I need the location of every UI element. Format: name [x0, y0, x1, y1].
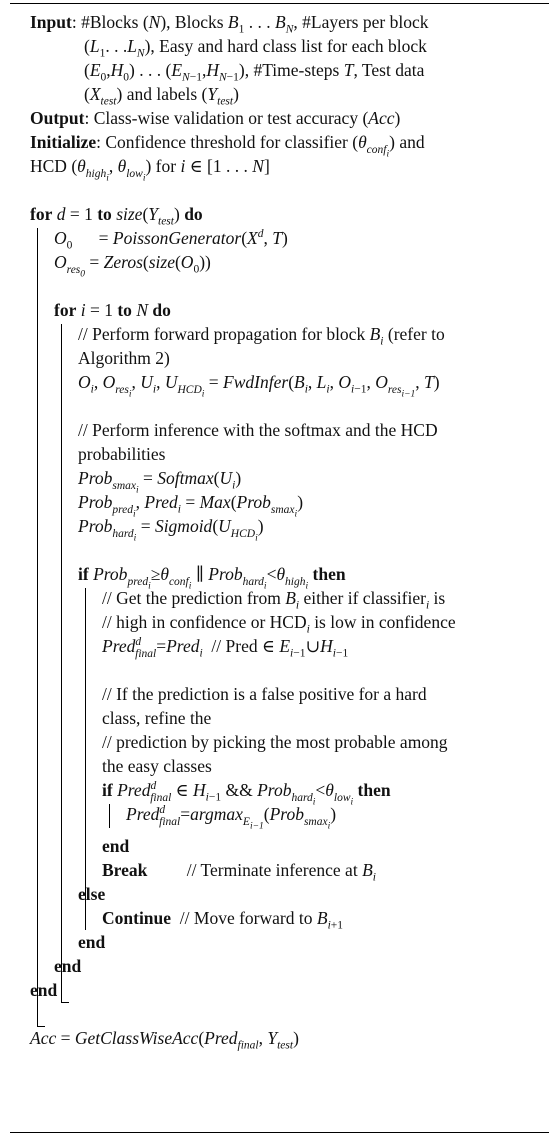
outer-for-line: for d = 1 to $size(Y_{test})$ do — [30, 204, 203, 228]
else-bar — [85, 908, 86, 930]
o0-line: $O_0$ = $PoissonGenerator(X^d$, T) — [54, 228, 288, 252]
else-line: else — [78, 884, 106, 904]
outer-for-end-line: end — [30, 980, 58, 1000]
sigmoid-line: Prob$_{hard_i}$ = $Sigmoid(U_{HCD_i})$ — [78, 516, 264, 543]
outer-for-bar — [37, 228, 38, 1026]
comment-fp-2: class, refine the — [102, 708, 212, 728]
ores0-line: $O_{res_0}$ = $Zeros(size(O_0))$ — [54, 252, 211, 279]
initialize-line-1: Initialize: Confidence threshold for classifier $(\theta_{conf_i})$ and — [30, 132, 425, 159]
comment-fp-4: the easy classes — [102, 756, 212, 776]
inner-for-tick — [61, 1002, 69, 1003]
comment-softmax-1: // Perform inference with the softmax and the HCD — [78, 420, 438, 440]
input-line-3: $(E_0,H_0)$ . . . $(E_{N-1},H_{N-1})$, #Time-steps T, Test data — [84, 60, 425, 84]
input-line-1: Input: #Blocks (N), Blocks $B_1$ . . . $B_N$, #Layers per block — [30, 12, 429, 36]
nested-if-bar — [109, 804, 110, 828]
max-line: Prob$_{pred_i}$, Pred$_i$ = Max(Prob$_{smax_i}$) — [78, 492, 304, 519]
initialize-line-2: HCD ($\theta_{high_i}$, $\theta_{low_i}$) for i ∈ [1 . . . N] — [30, 156, 270, 183]
comment-softmax-2: probabilities — [78, 444, 166, 464]
inner-for-line: for i = 1 to N do — [54, 300, 171, 320]
if-end-line: end — [78, 932, 106, 952]
nested-end-line: end — [102, 836, 130, 856]
if-line: if $Prob_{pred_i}\ge\theta_{conf_i}$ ∥ $Prob_{hard_i}<\theta_{high_i}$ then — [78, 564, 346, 591]
inner-for-bar — [61, 324, 62, 1002]
acc-line: Acc = GetClassWiseAcc(Pred$_{final}$, $Y_{test}$) — [30, 1028, 299, 1052]
nested-if-line: if Pred$^d_{final}$ ∈ $H_{i-1}$ && $Prob_{hard_i}<\theta_{low_i}$ then — [102, 780, 391, 807]
input-line-4: $(X_{test})$ and labels $(Y_{test})$ — [84, 84, 239, 108]
comment-fp-3: // prediction by picking the most probable among — [102, 732, 448, 752]
algorithm-box — [10, 3, 549, 1133]
comment-forward-2: Algorithm 2) — [78, 348, 170, 368]
softmax-line: Prob$_{smax_i}$ = $Softmax(U_i)$ — [78, 468, 242, 495]
argmax-line: Pred$^d_{final}$=argmax$_{E_{i-1}}$(Prob$_{smax_i}$) — [126, 804, 337, 831]
break-line: Break // Terminate inference at $B_i$ — [102, 860, 376, 884]
comment-get-2: // high in confidence or $HCD_i$ is low in confidence — [102, 612, 456, 636]
if-bar — [85, 588, 86, 930]
continue-line: Continue // Move forward to $B_{i+1}$ — [102, 908, 344, 932]
pred-final-line: Pred$^d_{final}$=Pred$_i$ // Pred ∈ $E_{i-1}\cup H_{i-1}$ — [102, 636, 349, 660]
outer-for-tick — [37, 1026, 45, 1027]
fwdinfer-line: $O_i$, $O_{res_i}$, $U_i$, $U_{HCD_i}$ = $FwdInfer(B_i$, $L_i$, $O_{i-1}$, $O_{res_{i-1}}$, T) — [78, 372, 440, 399]
output-line: Output: Class-wise validation or test accuracy (Acc) — [30, 108, 401, 128]
comment-forward-1: // Perform forward propagation for block $B_i$ (refer to — [78, 324, 445, 348]
comment-fp-1: // If the prediction is a false positive for a hard — [102, 684, 427, 704]
comment-get-1: // Get the prediction from $B_i$ either if classifier$_i$ is — [102, 588, 446, 612]
input-line-2: ($L_1$. . $.L_N$), Easy and hard class list for each block — [84, 36, 427, 60]
inner-for-end-line: end — [54, 956, 82, 976]
